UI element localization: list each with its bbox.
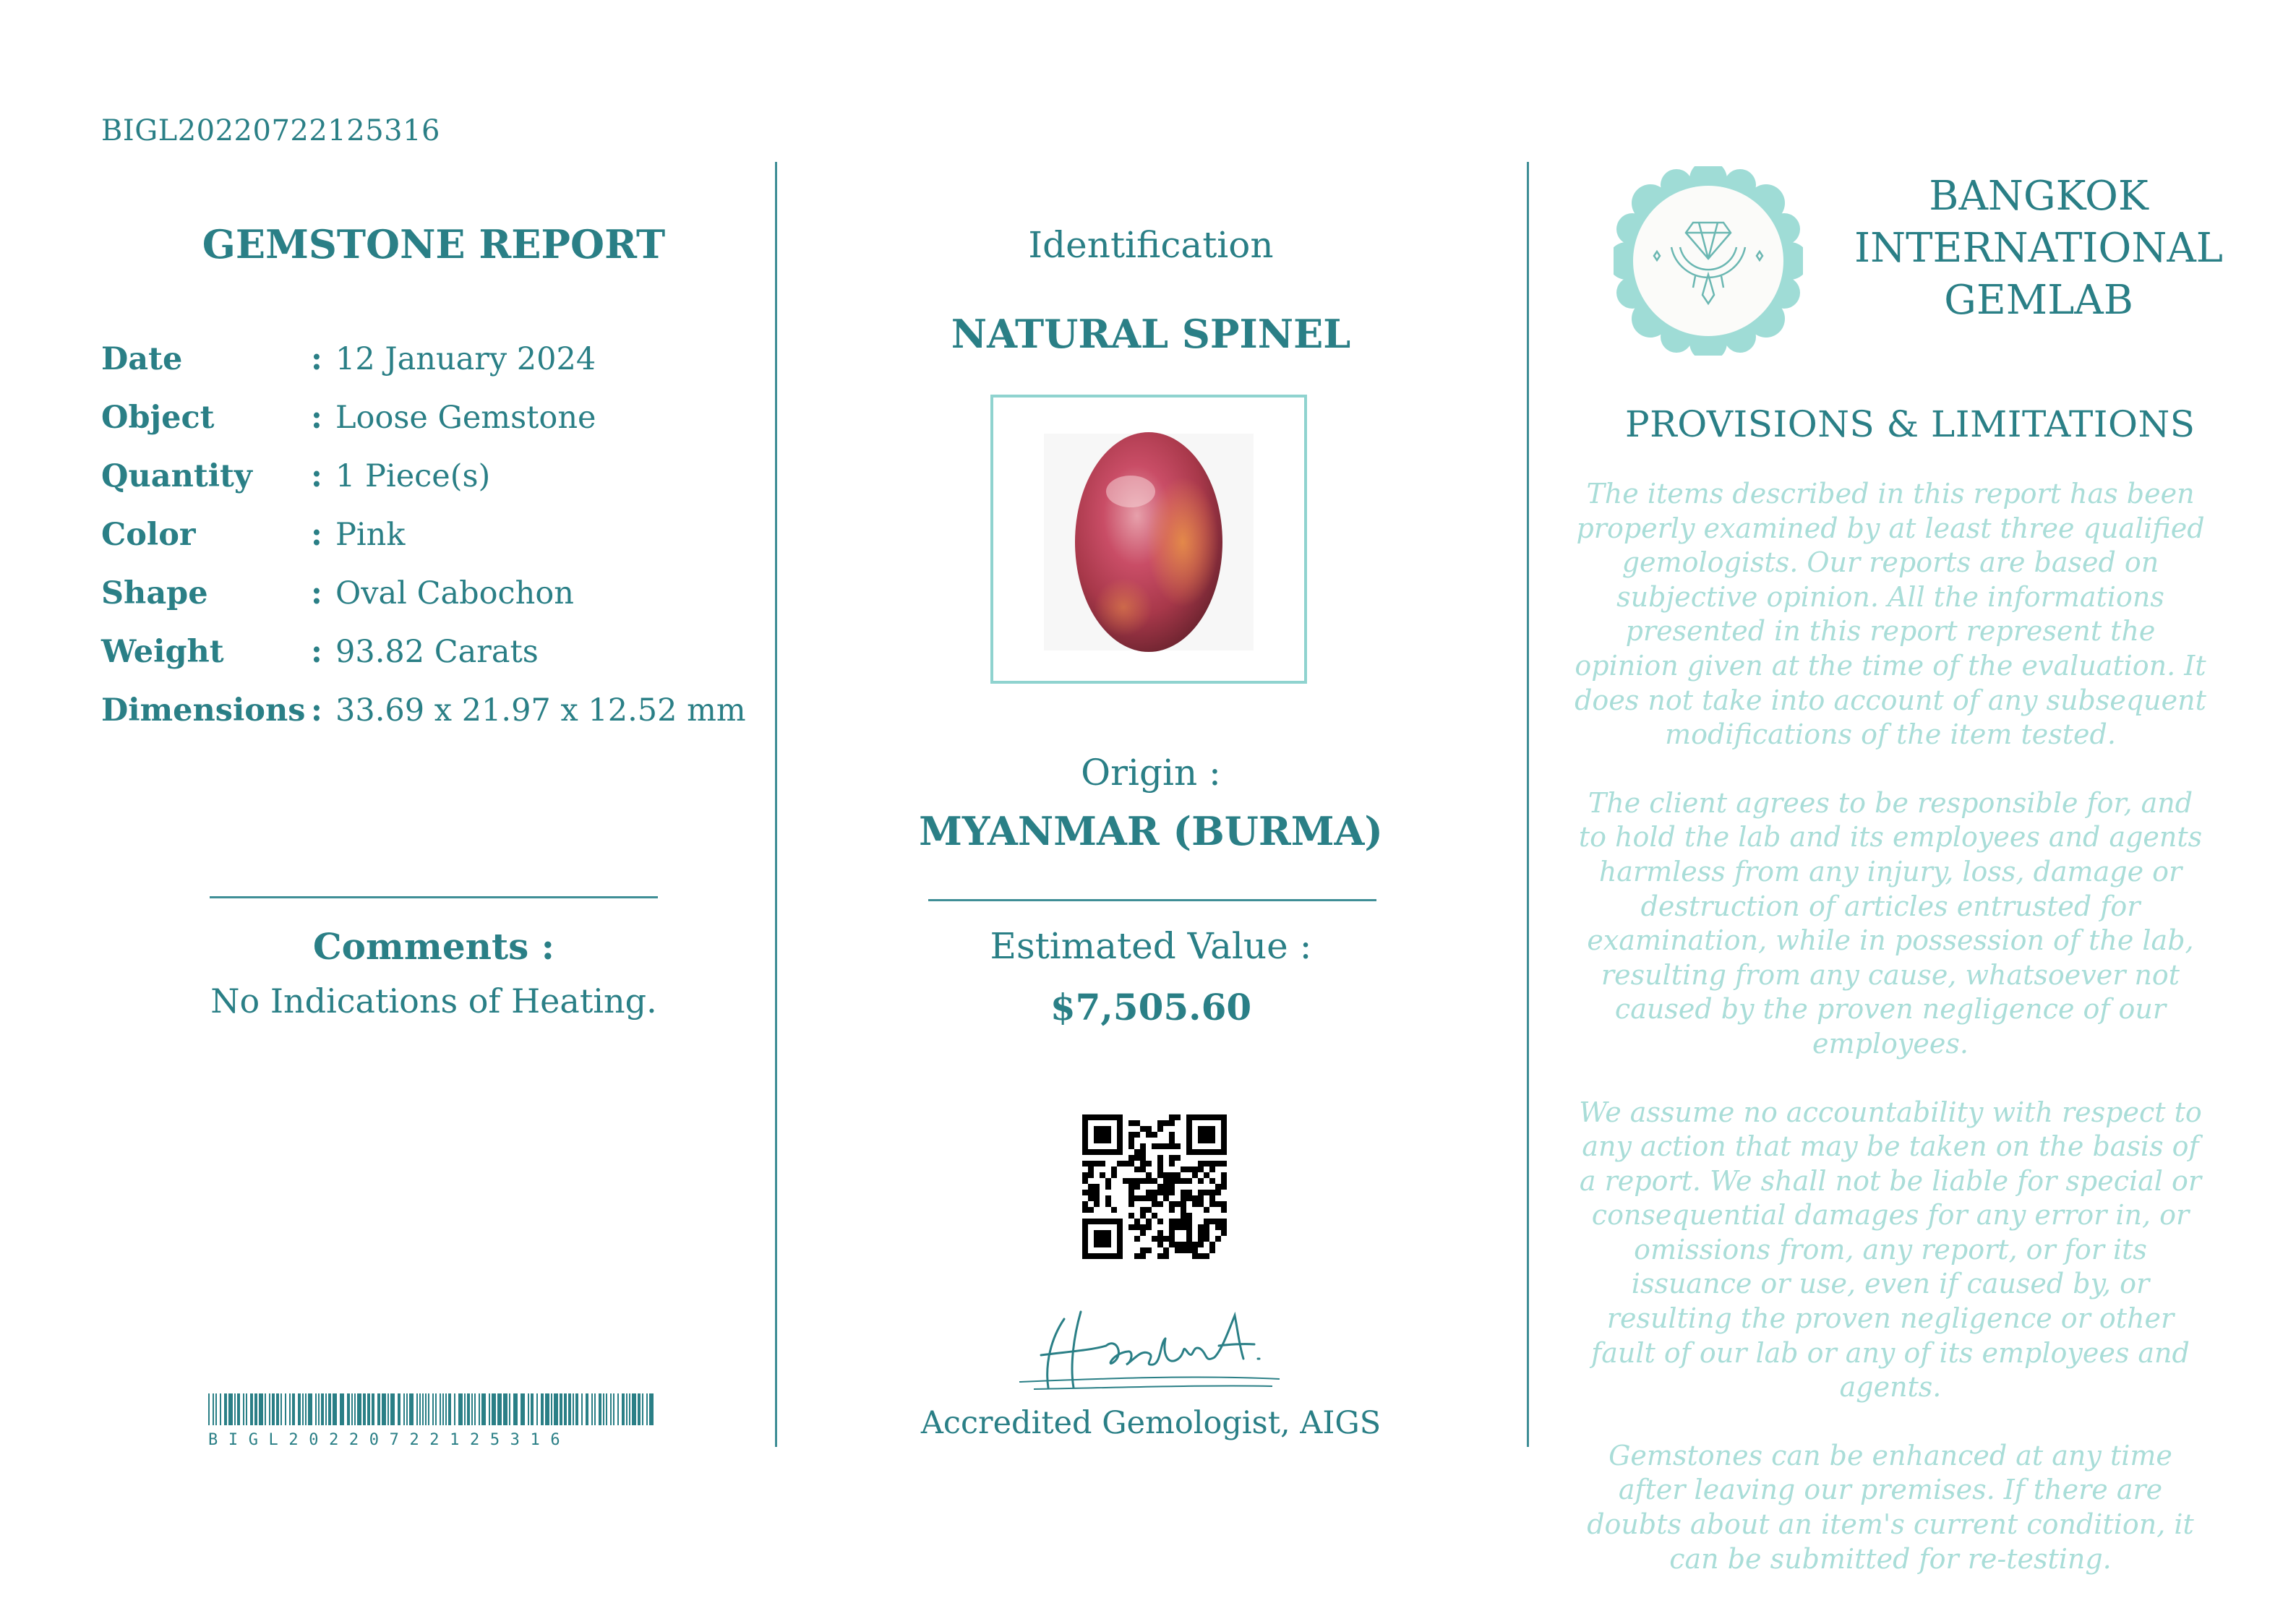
barcode-bars	[208, 1393, 661, 1425]
detail-colon: :	[311, 517, 322, 553]
detail-value: Pink	[335, 517, 406, 553]
provisions-paragraph: The client agrees to be responsible for, and to hold the lab and its employees and agents harmless from any injury, loss, damage or destruction of articles entrusted for examination, while in possession of the lab, resulting from any cause, whatsoever not caused by the proven negligence of our employees.	[1578, 786, 2203, 1060]
detail-label: Dimensions	[101, 692, 306, 729]
comments-divider	[210, 896, 658, 898]
detail-colon: :	[311, 634, 322, 670]
detail-value: 93.82 Carats	[335, 634, 539, 670]
detail-colon: :	[311, 400, 322, 436]
detail-label: Date	[101, 341, 183, 377]
lab-name-line: INTERNATIONAL	[1854, 225, 2223, 272]
estimated-value: $7,505.60	[1050, 986, 1252, 1028]
value-divider	[928, 899, 1376, 901]
origin-heading: Origin :	[1081, 752, 1221, 794]
provisions-paragraph: We assume no accountability with respect to any action that may be taken on the basis of a report. We shall not be liable for special or consequential damages for any error in, or omissions from, any report, or for its issuance or use, even if caused by, or resulting the proven negligence or other fault of our lab or any of its employees and agents.	[1579, 1096, 2202, 1404]
gemologist-title: Accredited Gemologist, AIGS	[920, 1405, 1382, 1441]
qr-code-image	[1082, 1114, 1227, 1259]
details-list	[101, 341, 746, 751]
report-id: BIGL20220722125316	[101, 114, 440, 147]
detail-colon: :	[311, 458, 322, 494]
detail-value: Oval Cabochon	[335, 575, 574, 611]
lab-name-line: GEMLAB	[1944, 277, 2133, 324]
column-divider-right	[1527, 162, 1529, 1447]
detail-value: 33.69 x 21.97 x 12.52 mm	[335, 692, 746, 729]
detail-row-shape	[101, 575, 746, 634]
detail-label: Color	[101, 517, 196, 553]
lab-name-line: BANGKOK	[1929, 173, 2149, 220]
detail-label: Quantity	[101, 458, 252, 494]
provisions-paragraph: The items described in this report has been properly examined by at least three qualified gemologists. Our reports are based on subjective opinion. All the informations presented in this report represent the opinion given at the time of the evaluation. It does not take into account of any subsequent modifications of the item tested.	[1575, 478, 2206, 751]
identification-heading: Identification	[1028, 224, 1274, 266]
detail-colon: :	[311, 341, 322, 377]
detail-label: Object	[101, 400, 215, 436]
detail-label: Weight	[101, 634, 224, 670]
comments-heading: Comments :	[312, 925, 555, 968]
origin-value: MYANMAR (BURMA)	[919, 808, 1383, 854]
detail-row-weight	[101, 634, 746, 692]
barcode	[208, 1393, 661, 1449]
detail-value: Loose Gemstone	[335, 400, 596, 436]
provisions-paragraph: Gemstones can be enhanced at any time after leaving our premises. If there are doubts about an item's current condition, it can be submitted for re-testing.	[1587, 1439, 2194, 1575]
lab-logo-seal	[1614, 166, 1803, 356]
detail-row-color	[101, 517, 746, 575]
detail-value: 1 Piece(s)	[335, 458, 491, 494]
gemstone-image	[993, 398, 1304, 681]
detail-colon: :	[311, 575, 322, 611]
signature-image	[1005, 1286, 1294, 1402]
comments-text: No Indications of Heating.	[210, 981, 657, 1021]
signature	[1005, 1286, 1294, 1402]
report-title: GEMSTONE REPORT	[202, 221, 666, 267]
detail-colon: :	[311, 692, 322, 729]
estimated-value-heading: Estimated Value :	[990, 925, 1312, 967]
gemlab-logo-icon	[1614, 166, 1803, 356]
detail-row-date	[101, 341, 746, 400]
provisions-text	[1572, 477, 2209, 1610]
qr-code[interactable]	[1082, 1114, 1227, 1259]
detail-row-quantity	[101, 458, 746, 517]
detail-row-object	[101, 400, 746, 458]
detail-row-dimensions	[101, 692, 746, 751]
detail-value: 12 January 2024	[335, 341, 596, 377]
identification-value: NATURAL SPINEL	[951, 311, 1351, 357]
gemstone-photo	[990, 395, 1307, 684]
provisions-heading: PROVISIONS & LIMITATIONS	[1625, 403, 2196, 445]
lab-name	[1851, 171, 2227, 327]
barcode-number: BIGL20220722125316	[208, 1431, 571, 1449]
detail-label: Shape	[101, 575, 208, 611]
